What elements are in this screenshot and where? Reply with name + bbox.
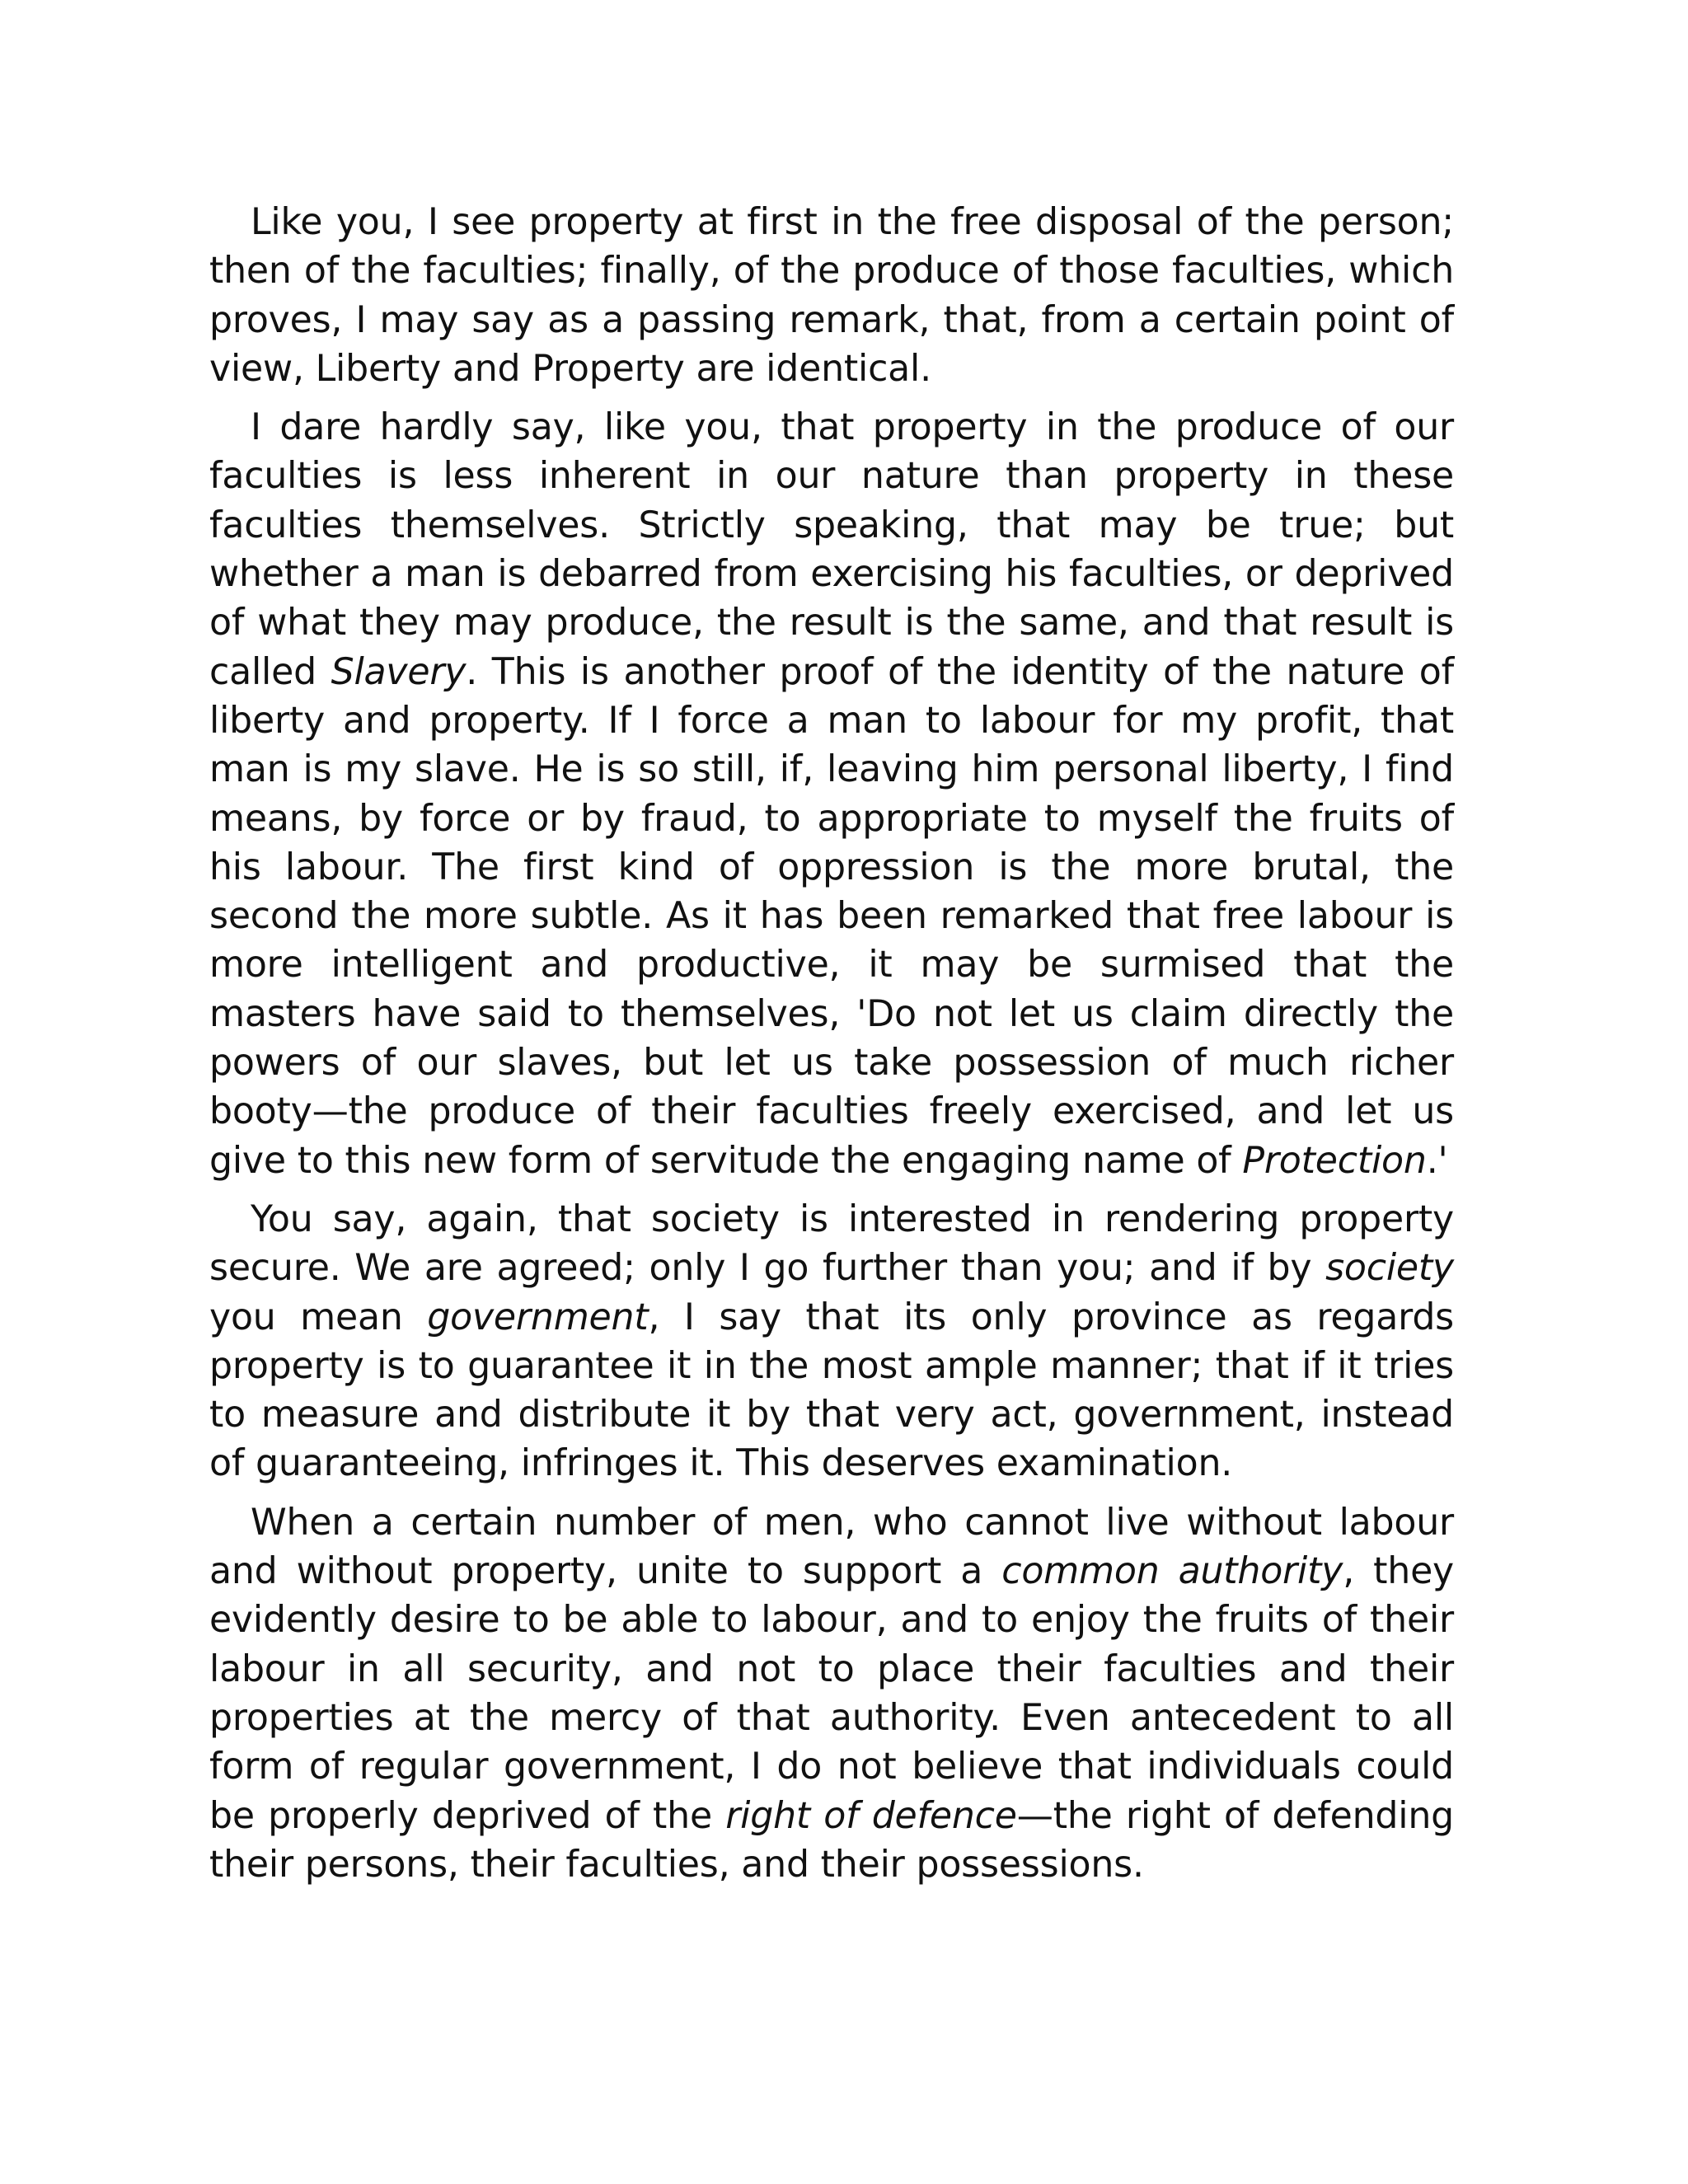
document-page: [209, 198, 1454, 1899]
italic-text-run: common authority: [1001, 1550, 1343, 1593]
text-run: , they evidently desire to be able to labour, and to enjoy the fruits of their labour in all security, and not to place their faculties and their properties at the mercy of that authority. Even antecedent to all form of regular government, I do not believe that individuals could be properly deprived of the: [209, 1550, 1455, 1837]
italic-text-run: Protection: [1242, 1139, 1427, 1182]
paragraph: [209, 198, 1454, 393]
paragraph: [209, 1195, 1454, 1488]
text-run: .': [1426, 1139, 1448, 1182]
text-run: Like you, I see property at first in the free disposal of the person; then of the faculties; finally, of the produce of those faculties, which proves, I may say as a passing remark, that, from a certain point of view, Liberty and Property are identical.: [209, 201, 1454, 390]
text-run: When a certain number of men, who cannot live without labour and without property, unite to support a: [209, 1501, 1454, 1593]
italic-text-run: Slavery: [331, 650, 467, 693]
text-run: I dare hardly say, like you, that property in the produce of our faculties is less inherent in our nature than property in these faculties themselves. Strictly speaking, that may be true; but whether a man is debarred from exercising his faculties, or deprived of what they may produce, the result is the same, and that result is called: [209, 406, 1454, 693]
text-run: , I say that its only province as regards property is to guarantee it in the most ample manner; that if it tries to measure and distribute it by that very act, government, instead of guaranteeing, infringes it. This deserves examination.: [209, 1296, 1454, 1485]
text-run: you mean: [209, 1296, 428, 1338]
italic-text-run: society: [1325, 1247, 1454, 1290]
paragraph: [209, 403, 1454, 1185]
paragraph: [209, 1498, 1454, 1889]
text-run: You say, again, that society is interested in rendering property secure. We are agreed; only I go further than you; and if by: [209, 1197, 1454, 1290]
italic-text-run: government: [427, 1296, 649, 1338]
italic-text-run: right of defence: [725, 1794, 1017, 1837]
text-run: —the right of defending their persons, their faculties, and their possessions.: [209, 1794, 1454, 1886]
text-run: . This is another proof of the identity of the nature of liberty and property. If I force a man to labour for my profit, that man is my slave. He is so still, if, leaving him personal liberty, I find means, by force or by fraud, to appropriate to myself the fruits of his labour. The first kind of oppression is the more brutal, the second the more subtle. As it has been remarked that free labour is more intelligent and productive, it may be surmised that the masters have said to themselves, 'Do not let us claim directly the powers of our slaves, but let us take possession of much richer booty—the produce of their faculties freely exercised, and let us give to this new form of servitude the engaging name of: [209, 650, 1455, 1182]
